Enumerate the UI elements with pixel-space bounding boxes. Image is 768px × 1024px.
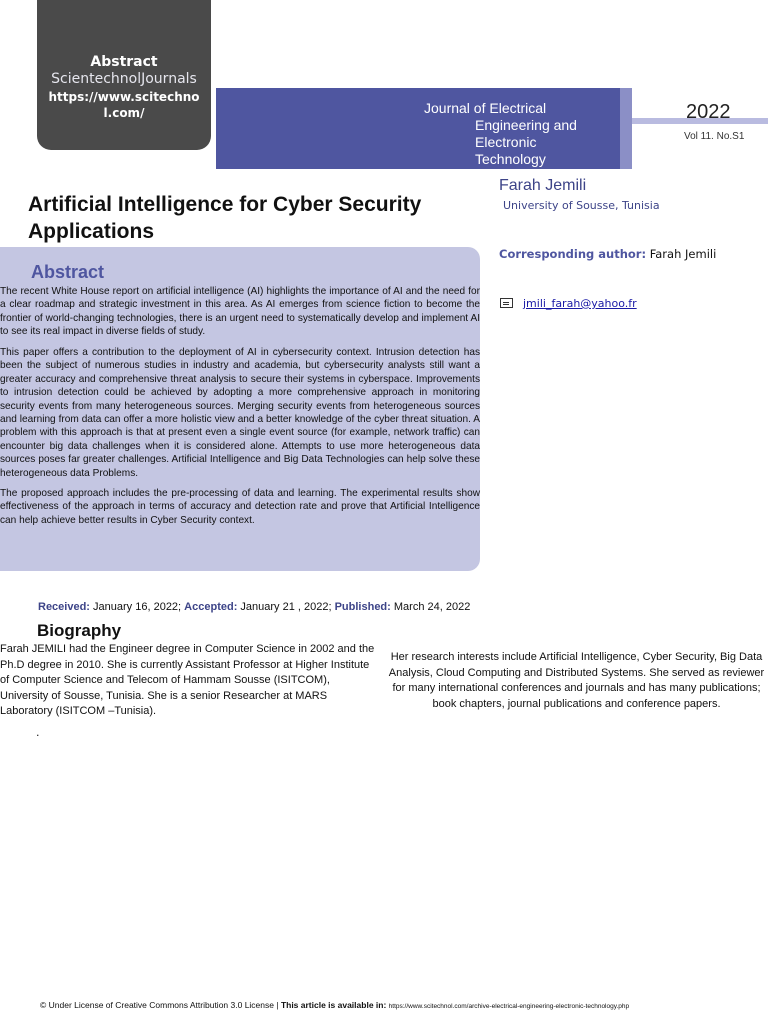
abstract-paragraph: This paper offers a contribution to the deployment of AI in cybersecurity context. Intrusion detection has been the subject of numerous studies in industry and academia, but cybersecurity analysts still want a greater accuracy and comprehensive threat analysis to secure their systems in cyberspace. Improvements to intrusion detection could be achieved by adopting a more comprehensive approach in monitoring security events from many heterogeneous sources. Merging security events from heterogeneous sources and learning from data can offer a more holistic view and a better knowledge of the cyber threat situation. A problem with this approach is that at present even a single event source (for example, network traffic) can encounter big data challenges when it is considered alone. Attempts to use more heterogeneous data sources poses far greater challenges. Artificial Intelligence and Big Data Technologies can help solve these heterogeneous data Problems. — [0, 347, 480, 479]
publisher-tab — [37, 0, 211, 150]
article-title: Artificial Intelligence for Cyber Security Applications — [28, 193, 422, 243]
biography-heading: Biography — [37, 621, 122, 640]
article-dates — [38, 601, 470, 613]
corresponding-author-label: Corresponding author: — [499, 247, 647, 261]
journal-title-line: Journal of Electrical — [424, 100, 547, 116]
license-text: © Under License of Creative Commons Attribution 3.0 License — [40, 1000, 274, 1010]
page-footer — [40, 1000, 629, 1010]
abstract-paragraph: The recent White House report on artificial intelligence (AI) highlights the importance of AI and the need for a clear roadmap and strategic investment in this area. As AI emerges from science fiction to become the frontier of world-changing technologies, there is an urgent need to systematically develop and implement AI to see its real impact in diverse fields of study. — [0, 286, 480, 338]
journal-title-line: Engineering and — [475, 117, 577, 133]
author-name: Farah Jemili — [499, 177, 587, 194]
journal-year: 2022 — [686, 101, 731, 123]
publisher-name: ScientechnolJournals — [51, 71, 197, 87]
availability-label: This article is available in: — [280, 1000, 389, 1010]
corresponding-author — [499, 247, 716, 261]
published-label: Published: — [334, 601, 391, 613]
journal-title-line: Technology — [475, 151, 546, 167]
corresponding-author-name: Farah Jemili — [646, 247, 717, 261]
mail-icon — [500, 298, 513, 308]
banner-stripe — [620, 88, 632, 169]
publisher-abstract-label: Abstract — [90, 54, 158, 70]
abstract-paragraph: The proposed approach includes the pre-processing of data and learning. The experimental results show effectiveness of the approach in terms of accuracy and detection rate and prove that Artificial Intelligence can help achieve better results in Cyber Security context. — [0, 488, 480, 526]
publisher-url[interactable]: https://www.scitechnol.com/ — [48, 90, 200, 120]
received-label: Received: — [38, 601, 90, 613]
published-date: March 24, 2022 — [390, 601, 471, 613]
accepted-date: January 21 , 2022; — [237, 601, 335, 613]
biography-trailing-mark: . — [36, 726, 40, 739]
article-url-link[interactable]: https://www.scitechnol.com/archive-electrical-engineering-electronic-technology.php — [388, 1003, 630, 1010]
abstract-heading: Abstract — [31, 262, 105, 282]
journal-volume: Vol 11. No.S1 — [684, 131, 745, 142]
biography-right-column: Her research interests include Artificial Intelligence, Cyber Security, Big Data Analysis, Cloud Computing and Distributed Systems. She served as reviewer for many international conferences and journals and has many publications; book chapters, journal publications and conference papers. — [388, 651, 765, 710]
author-affiliation: University of Sousse, Tunisia — [503, 199, 660, 212]
footer-separator: | — [274, 1000, 281, 1010]
received-date: January 16, 2022; — [89, 601, 185, 613]
journal-title-line: Electronic — [475, 134, 537, 150]
accepted-label: Accepted: — [184, 601, 238, 613]
biography-left-column: Farah JEMILI had the Engineer degree in Computer Science in 2002 and the Ph.D degree in 2010. She is currently Assistant Professor at Higher Institute of Computer Science and Telecom of Hammam Sousse (ISITCOM), University of Sousse, Tunisia. She is a senior Researcher at MARS Laboratory (ISITCOM –Tunisia). — [0, 643, 375, 717]
author-email-link[interactable]: jmili_farah@yahoo.fr — [523, 297, 637, 310]
